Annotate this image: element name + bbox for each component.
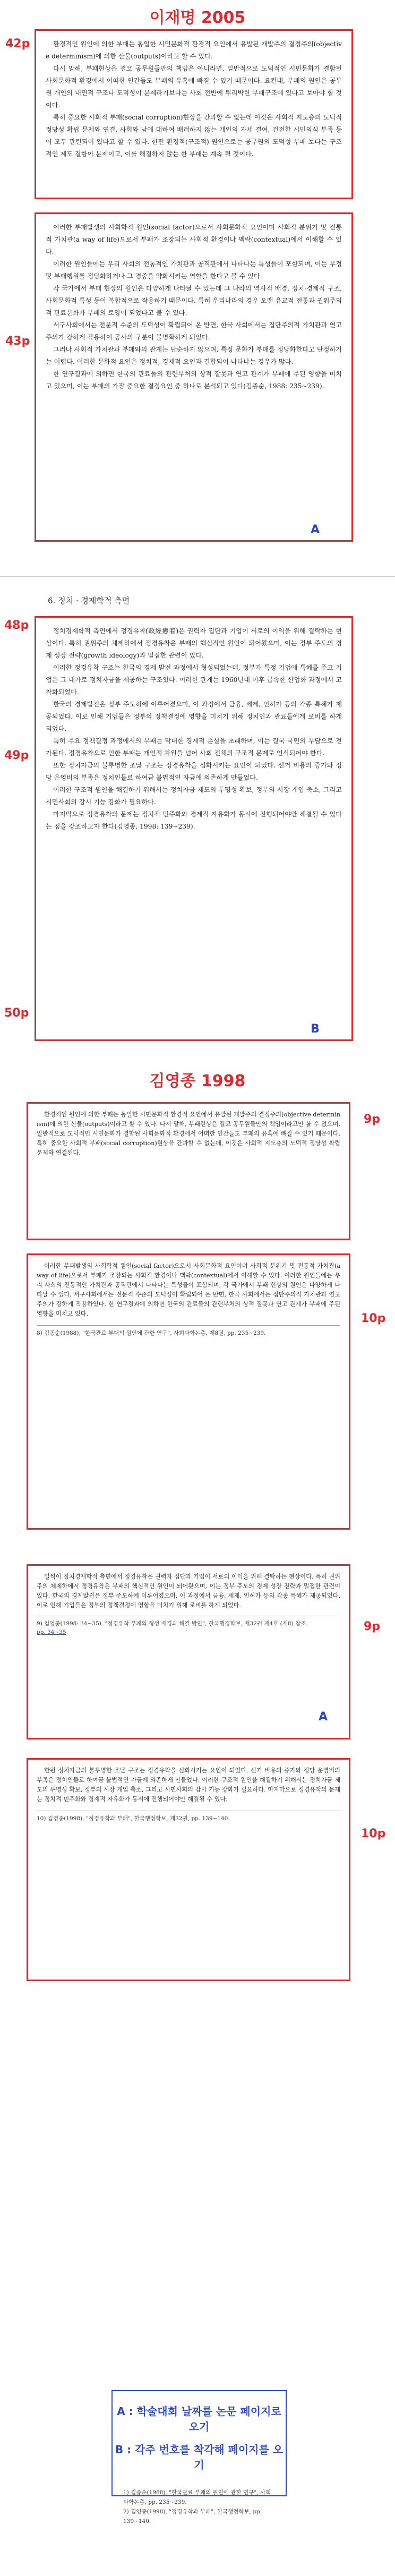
paragraph: 또한 정치자금의 불투명한 조달 구조는 정경유착을 심화시키는 요인이 되었다. 선거 비용의 증가와 정당 운영비의 부족은 정치인들로 하여금 불법적인 자금에 의존하게 만들었다. xyxy=(46,762,342,781)
footnote-area xyxy=(37,1616,340,1636)
excerpt-box-1998-10p xyxy=(27,1253,350,1530)
legend-box xyxy=(111,2390,287,2524)
legend-line-a: A : 학술대회 날짜를 논문 페이지로 오기 xyxy=(117,2405,281,2433)
paragraph: 다시 말해, 부패현상은 결코 공무원들만의 책임은 아니라면, 일반적으로 도덕적인 시민문화가 결함된 사회문화적 환경에서 어떠한 인간들도 부패의 유혹에 빠질 수 있기 때문이다. 요컨대, 부패의 원인은 공무원 개인의 내면적 구조나 도덕성이 문제라기보다는 사회 전반에 뿌리박힌 부패구조에 있다고 보아야 할 것이다. xyxy=(46,65,342,109)
marker-b: B xyxy=(311,1022,320,1036)
excerpt-box-48-50p xyxy=(35,616,353,1041)
footnote-area xyxy=(37,1811,340,1823)
paragraph: 한 연구결과에 의하면 한국의 관료들의 관련부처의 상적 잘못과 연고 관계가 부패에 주된 영향을 미치고 있으며, 이는 부패의 가장 중요한 결정요인 중 하나로 분석되고 있다(김종순, 1988: 235~239). xyxy=(46,370,342,390)
paragraph: 한국의 경제발전은 정부 주도하에 이루어졌으며, 이 과정에서 금융, 세제, 인허가 등의 각종 특혜가 제공되었다. 이로 인해 기업들은 정부의 정책결정에 영향을 미치기 위해 정치인과 관료들에게 로비를 하게 되었다. xyxy=(46,701,342,732)
marker-a-second: A xyxy=(319,1710,328,1724)
page-label-9p: 9p xyxy=(364,1113,381,1126)
paragraph: 일찍이 정치경제학적 측면에서 정경유착은 권력자 집단과 기업이 서로의 이익을 위해 결탁하는 현상이다. 특히 권위주의 체제하에서 정경유착은 부패의 핵심적인 원인이 되어왔으며, 이는 정부 주도의 경제 성장 전략과 밀접한 관련이 있다. 한국의 경제발전은 정부 주도하에 이루어졌으며, 이 과정에서 금융, 세제, 인허가 등의 각종 특혜가 제공되었다. 이로 인해 기업들은 정부의 정책결정에 영향을 미치기 위해 로비를 하게 되었다. xyxy=(37,1573,340,1609)
legend-citation: 2) 김영종(1998), "정경유착과 부패", 한국행정학보, pp. 139~140. xyxy=(123,2509,262,2524)
paragraph: 이러한 원인들에는 우리 사회의 전통적인 가치관과 공직관에서 나타나는 특성들이 포함되며, 이는 부정 및 부패행위를 정당화하거나 그 경중을 약화시키는 역할을 한다고 볼 수 있다. xyxy=(46,260,342,280)
paragraph: 그러나 사회적 가치관과 부패와의 관계는 단순하지 않으며, 특정 문화가 부패를 정당화한다고 단정하기는 어렵다. 이러한 문화적 요인은 정치적, 경제적 요인과 결합되어 나타나는 경우가 많다. xyxy=(46,346,342,365)
legend-line-b: B : 각주 번호를 착각해 페이지를 오기 xyxy=(115,2443,284,2471)
author-year-heading-bottom: 김영종 1998 xyxy=(149,1072,246,1090)
page-label-9p-second: 9p xyxy=(364,1620,381,1633)
paragraph: 환경적인 원인에 의한 부패는 동일한 시민문화적 환경적 요인에서 유발된 개발주의 결정주의(objective determinism)에 의한 산물(outputs)이라고 할 수 있다. 다시 말해, 부패현상은 결코 공무원들만의 책임이라고만 볼 수 없으며, 일반적으로 도덕적인 시민문화가 결함된 사회문화적 환경에서 어떠한 인간들도 부패의 유혹에 빠질 수 있기 때문이다. 특히 중요한 사회적 부패(social corruption)현상을 간과할 수 없는데, 이것은 사회적 지도층의 도덕적 정당성 확립 문제와 연결된다. xyxy=(37,1111,340,1156)
paragraph: 이러한 부패발생의 사회학적 원인(social factor)으로서 사회문화적 요인이며 사회적 분위기 및 전통적 가치관(a way of life)으로서 부패가 조장되는 사회적 환경이나 맥락(contextual)에서 이해할 수 있다. 이러한 원인들에는 우리 사회의 전통적인 가치관과 공직관에서 나타나는 특성들이 포함되며, 각 국가에서 부패 현상의 원인은 다양하게 나타날 수 있다. 서구사회에서는 전문적 수준의 도덕성이 확립되어 온 반면, 한국 사회에서는 집단주의적 가치관과 연고주의가 강하게 작용하였다. 한 연구결과에 의하면 한국의 관료들의 관련부처의 상적 잘못과 연고 관계가 부패에 주된 영향을 미치고 있다. xyxy=(37,1263,340,1317)
paragraph: 이러한 구조적 원인을 해결하기 위해서는 정치자금 제도의 투명성 확보, 정부의 시장 개입 축소, 그리고 시민사회의 감시 기능 강화가 필요하다. xyxy=(46,786,342,806)
page-label-48p: 48p xyxy=(4,619,29,632)
divider xyxy=(0,576,395,577)
paragraph: 마지막으로 정경유착의 문제는 정치적 민주화와 경제적 자유화가 동시에 진행되어야만 해결될 수 있다는 점을 강조하고자 한다(김영종, 1998: 139~239). xyxy=(46,811,342,830)
footnote: 9) 김영종(1998: 34~35). "정경유착 부패의 형성 배경과 해결 방안", 한국행정학보, 제32권 제4호 (제8) 참조. xyxy=(37,1620,308,1627)
excerpt-box-1998-9p xyxy=(27,1102,350,1240)
page-label-50p: 50p xyxy=(4,1006,29,1020)
section-title: 6. 정치 · 경제학적 측면 xyxy=(48,596,130,605)
underlined-page-ref: pp. 34~35 xyxy=(37,1629,66,1635)
paragraph: 환경적인 원인에 의한 부패는 동일한 시민문화적 환경적 요인에서 유발된 개발주의 결정주의(objective determinism)에 의한 산물(outputs)이라고 할 수 있다. xyxy=(46,40,342,60)
paragraph: 서구사회에서는 전문적 수준의 도덕성이 확립되어 온 반면, 한국 사회에서는 집단주의적 가치관과 연고주의가 강하게 작용하여 공사의 구분이 불명확하게 되었다. xyxy=(46,321,342,341)
footnote: 8) 김종순(1988), "한국관료 부패의 원인에 관한 연구", 사회과학논총, 제8권, pp. 235~239. xyxy=(37,1330,266,1336)
paragraph: 특히 주요 정책결정 과정에서의 부패는 막대한 경제적 손실을 초래하며, 이는 결국 국민의 부담으로 전가된다. 정경유착으로 인한 부패는 개인적 차원을 넘어 사회 전체의 구조적 문제로 인식되어야 한다. xyxy=(46,737,342,757)
page-label-42p: 42p xyxy=(5,37,30,50)
paragraph: 한편 정치자금의 불투명한 조달 구조는 정경유착을 심화시키는 요인이 되었다. 선거 비용의 증가와 정당 운영비의 부족은 정치인들로 하여금 불법적인 자금에 의존하게 만들었다. 이러한 구조적 원인을 해결하기 위해서는 정치자금 제도의 투명성 확보, 정부의 시장 개입 축소, 그리고 시민사회의 감시 기능 강화가 필요하다. 마지막으로 정경유착의 문제는 정치적 민주화와 경제적 자유화가 동시에 진행되어야만 해결될 수 있다. xyxy=(37,1767,340,1803)
marker-a: A xyxy=(311,523,320,536)
page-label-43p: 43p xyxy=(5,335,30,348)
legend-citation: 1) 김종순(1988), "한국관료 부패의 원인에 관한 연구", 사회과학논총, pp. 235~239. xyxy=(123,2489,271,2505)
excerpt-box-1998-9p-second xyxy=(27,1564,350,1739)
excerpt-box-42p xyxy=(35,29,353,199)
paragraph: 이러한 부패발생의 사회학적 원인(social factor)으로서 사회문화적 요인이며 사회적 분위기 및 전통적 가치관(a way of life)으로서 부패가 조장되는 사회적 환경이나 맥락(contextual)에서 이해할 수 있다. xyxy=(46,224,342,255)
page-label-10p: 10p xyxy=(361,1312,386,1325)
footnote: 10) 김영종(1998), "정경유착과 부패", 한국행정학보, 제32권, pp. 139~140. xyxy=(37,1815,230,1822)
legend-citations xyxy=(123,2488,275,2526)
excerpt-box-1998-10p-second xyxy=(27,1758,350,1981)
paragraph: 특히 중요한 사회적 부패(social corruption)현상을 간과할 수 없는데 이것은 사회적 지도층의 도덕적 정당성 확립 문제와 연결, 사회와 남에 대하여 배려하지 않는 개인의 자세 결여, 건전한 시민의식 부족 등이 모두 관련되어 있다고 할 수 있다. 한편 환경적(구조적) 원인으로는 공무원의 도덕성 부패 보다는 구조적인 제도 결함이 문제이고, 이를 해결하지 않는 한 부패는 계속 될 것이다. xyxy=(46,114,342,158)
page-label-49p: 49p xyxy=(4,749,29,762)
excerpt-box-43p xyxy=(35,212,353,542)
author-year-heading-top: 이재명 2005 xyxy=(149,8,246,27)
page-label-10p-second: 10p xyxy=(361,1827,386,1840)
footnote-area xyxy=(37,1325,340,1337)
paragraph: 각 국가에서 부패 현상의 원인은 다양하게 나타날 수 있는데 그 나라의 역사적 배경, 정치·경제적 구조, 사회문화적 특성 등이 복합적으로 작용하기 때문이다. 특히 우리나라의 경우 오랜 유교적 전통과 권위주의적 관료문화가 부패의 토양이 되었다고 볼 수 있다. xyxy=(46,285,342,317)
paragraph: 이러한 정경유착 구조는 한국의 경제 발전 과정에서 형성되었는데, 정부가 특정 기업에 특혜를 주고 기업은 그 대가로 정치자금을 제공하는 구조였다. 이러한 관계는 1960년대 이후 급속한 산업화 과정에서 고착화되었다. xyxy=(46,664,342,696)
paragraph: 정치경제학적 측면에서 정경유착(政經癒着)은 권력자 집단과 기업이 서로의 이익을 위해 결탁하는 현상이다. 특히 권위주의 체제하에서 정경유착은 부패의 핵심적인 원인이 되어왔으며, 이는 정부 주도의 경제 성장 전략(growth ideology)과 밀접한 관련이 있다. xyxy=(46,627,342,659)
